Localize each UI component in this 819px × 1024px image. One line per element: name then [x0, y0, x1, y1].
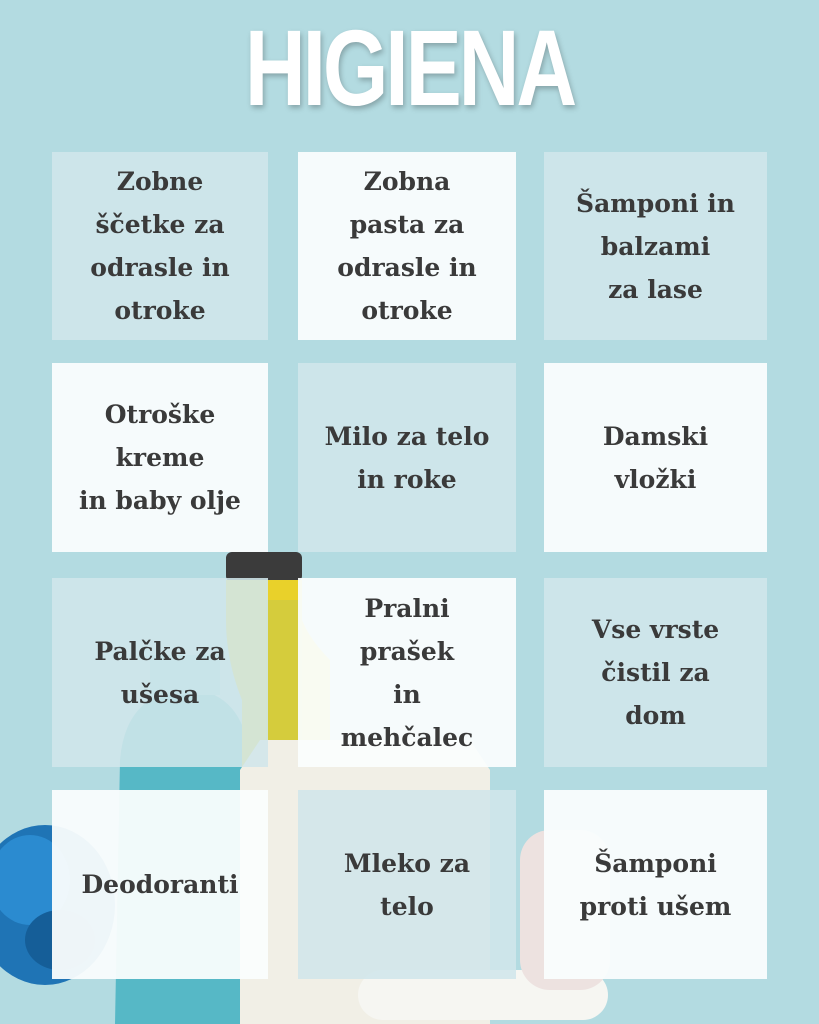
tile-toothbrushes — [52, 152, 268, 340]
tile-label: Mleko za telo — [343, 848, 471, 921]
tile-cotton-swabs — [52, 578, 268, 767]
tile-label: Damski vložki — [602, 421, 709, 494]
tile-label: Zobna pasta za odrasle in otroke — [337, 167, 477, 325]
tile-baby-creams — [52, 363, 268, 552]
tile-body-lotion — [298, 790, 516, 979]
page-title: HIGIENA — [244, 7, 575, 128]
tile-toothpaste — [298, 152, 516, 340]
tile-label: Vse vrste čistil za dom — [591, 615, 720, 730]
tile-detergent — [298, 578, 516, 767]
tile-label: Šamponi in balzami za lase — [576, 188, 735, 304]
tile-soap — [298, 363, 516, 552]
tile-lice-shampoo — [544, 790, 767, 979]
tile-label: Šamponi proti ušem — [579, 848, 732, 921]
tile-label: Pralni prašek in mehčalec — [340, 593, 474, 752]
tile-label: Zobne ščetke za odrasle in otroke — [90, 167, 230, 325]
tile-label: Milo za telo in roke — [324, 421, 490, 494]
tile-label: Palčke za ušesa — [94, 636, 226, 709]
tile-cleaners — [544, 578, 767, 767]
tile-label: Otroške kreme in baby olje — [79, 400, 241, 515]
tile-deodorants — [52, 790, 268, 979]
tile-shampoos-conditioners — [544, 152, 767, 340]
tile-pads — [544, 363, 767, 552]
tile-label: Deodoranti — [81, 870, 239, 899]
